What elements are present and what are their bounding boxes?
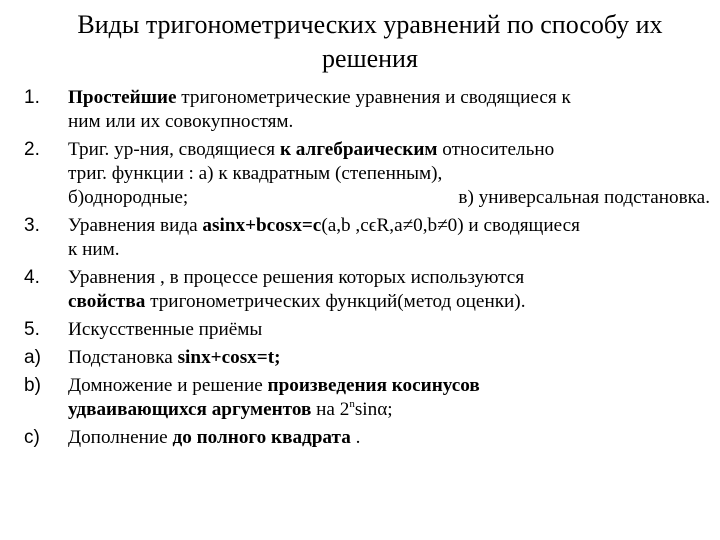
bold-formula: sinx+cosx=t; <box>177 347 281 368</box>
list-item-text <box>68 374 718 422</box>
list-item-4 <box>24 266 718 314</box>
list-marker: 2. <box>24 139 40 160</box>
list-marker: 3. <box>24 215 40 236</box>
slide-title <box>20 8 720 76</box>
bold-formula: asinx+bcosx=c <box>202 215 322 236</box>
text-run: Подстановка <box>68 347 178 368</box>
title-line-1: Виды тригонометрических уравнений по способу их <box>77 10 663 39</box>
list-marker: a) <box>24 347 41 368</box>
list-item-5 <box>24 318 718 342</box>
bold-phrase: до полного квадрата <box>172 427 351 448</box>
title-line-2: решения <box>322 44 418 73</box>
bold-phrase: свойства <box>68 291 146 312</box>
list-item-a <box>24 346 718 370</box>
list-item-text <box>68 266 718 314</box>
superscript: n <box>349 398 355 410</box>
text-run: Уравнения вида <box>68 215 203 236</box>
list-item-1 <box>24 86 718 134</box>
list-marker: b) <box>24 375 41 396</box>
text-run: Уравнения , в процессе решения которых используются <box>68 267 525 288</box>
bold-phrase: удваивающихся аргументов <box>68 399 312 420</box>
text-run: . <box>350 427 361 448</box>
text-run: Дополнение <box>68 427 173 448</box>
list-item-text <box>68 138 718 210</box>
text-run: к ним. <box>68 239 120 260</box>
list-item-text <box>68 318 718 342</box>
text-run: Домножение и решение <box>68 375 268 396</box>
list-item-c <box>24 426 718 450</box>
list-item-text <box>68 86 718 134</box>
list-marker: 4. <box>24 267 40 288</box>
bold-phrase: к алгебраическим <box>279 139 438 160</box>
text-run: на 2 <box>311 399 350 420</box>
text-run: ним или их совокупностям. <box>68 111 294 132</box>
list-item-text <box>68 346 718 370</box>
bold-phrase: произведения косинусов <box>267 375 480 396</box>
list-marker: 5. <box>24 319 40 340</box>
text-run: относительно <box>437 139 555 160</box>
text-run: тригонометрические уравнения и сводящиеся к <box>176 87 571 108</box>
text-run: Триг. ур-ния, сводящиеся <box>68 139 280 160</box>
list-item-b <box>24 374 718 422</box>
text-run: (a,b ,cϵR,a≠0,b≠0) и сводящиеся <box>321 215 580 236</box>
text-run: в) универсальная подстановка. <box>458 187 710 208</box>
list-item-3 <box>24 214 718 262</box>
list-marker: 1. <box>24 87 40 108</box>
text-run: Искусственные приёмы <box>68 319 263 340</box>
numbered-list <box>24 86 718 454</box>
text-run: б)однородные; <box>68 187 189 208</box>
list-marker: c) <box>24 427 40 448</box>
text-run: триг. функции : а) к квадратным (степенным), <box>68 163 443 184</box>
bold-phrase: Простейшие <box>68 87 177 108</box>
list-item-text <box>68 426 718 450</box>
list-item-text <box>68 214 718 262</box>
text-run: sinα; <box>354 399 393 420</box>
text-run: тригонометрических функций(метод оценки). <box>145 291 526 312</box>
list-item-2 <box>24 138 718 210</box>
